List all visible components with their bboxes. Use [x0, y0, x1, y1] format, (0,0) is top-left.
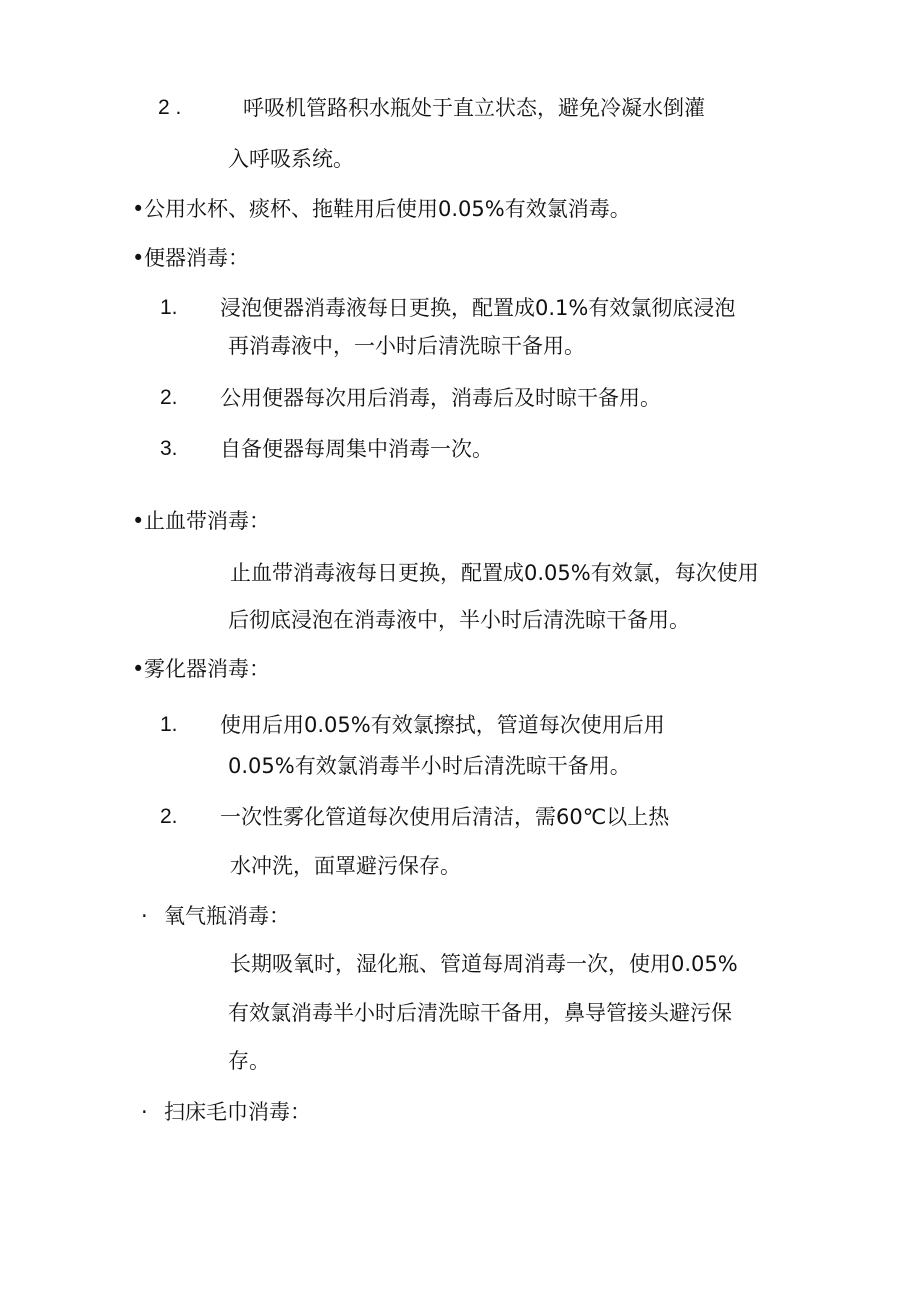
section-heading: 便器消毒：	[144, 246, 249, 270]
bullet: •	[132, 197, 145, 221]
paragraph-line: 后彻底浸泡在消毒液中，半小时后清洗晾干备用。	[228, 608, 690, 632]
bullet: ·	[141, 904, 148, 928]
bullet: ·	[141, 1100, 148, 1124]
list-number: 1.	[160, 713, 178, 736]
bullet: •	[132, 246, 145, 270]
paragraph-line: 呼吸机管路积水瓶处于直立状态，避免冷凝水倒灌	[243, 96, 705, 120]
list-number: 1.	[160, 296, 178, 319]
paragraph-line: 浸泡便器消毒液每日更换，配置成0.1%有效氯彻底浸泡	[220, 296, 736, 320]
paragraph-line: 长期吸氧时，湿化瓶、管道每周消毒一次，使用0.05%	[230, 952, 738, 976]
paragraph-line: 有效氯消毒半小时后清洗晾干备用，鼻导管接头避污保	[228, 1001, 732, 1025]
section-heading: 雾化器消毒：	[144, 657, 270, 681]
bullet: •	[132, 657, 145, 681]
paragraph-line: 存。	[228, 1049, 270, 1073]
section-heading: 氧气瓶消毒：	[164, 904, 290, 928]
bullet: •	[132, 509, 145, 533]
paragraph-line: 0.05%有效氯消毒半小时后清洗晾干备用。	[228, 754, 631, 778]
paragraph-line: 入呼吸系统。	[228, 147, 354, 171]
paragraph-line: 使用后用0.05%有效氯擦拭，管道每次使用后用	[220, 713, 665, 737]
list-number: 2.	[160, 386, 178, 409]
paragraph-line: 一次性雾化管道每次使用后清洁，需60℃以上热	[220, 805, 670, 829]
paragraph-line: 自备便器每周集中消毒一次。	[220, 437, 493, 461]
paragraph-line: 公用便器每次用后消毒，消毒后及时晾干备用。	[220, 386, 661, 410]
list-number: 3.	[160, 437, 178, 460]
paragraph-line: 公用水杯、痰杯、拖鞋用后使用0.05%有效氯消毒。	[144, 197, 631, 221]
paragraph-line: 水冲洗，面罩避污保存。	[230, 854, 461, 878]
paragraph-line: 止血带消毒液每日更换，配置成0.05%有效氯，每次使用	[230, 561, 759, 585]
section-heading: 止血带消毒：	[144, 509, 270, 533]
list-number: 2 .	[158, 96, 182, 119]
section-heading: 扫床毛巾消毒：	[164, 1100, 311, 1124]
paragraph-line: 再消毒液中，一小时后清洗晾干备用。	[228, 334, 585, 358]
list-number: 2.	[160, 805, 178, 828]
